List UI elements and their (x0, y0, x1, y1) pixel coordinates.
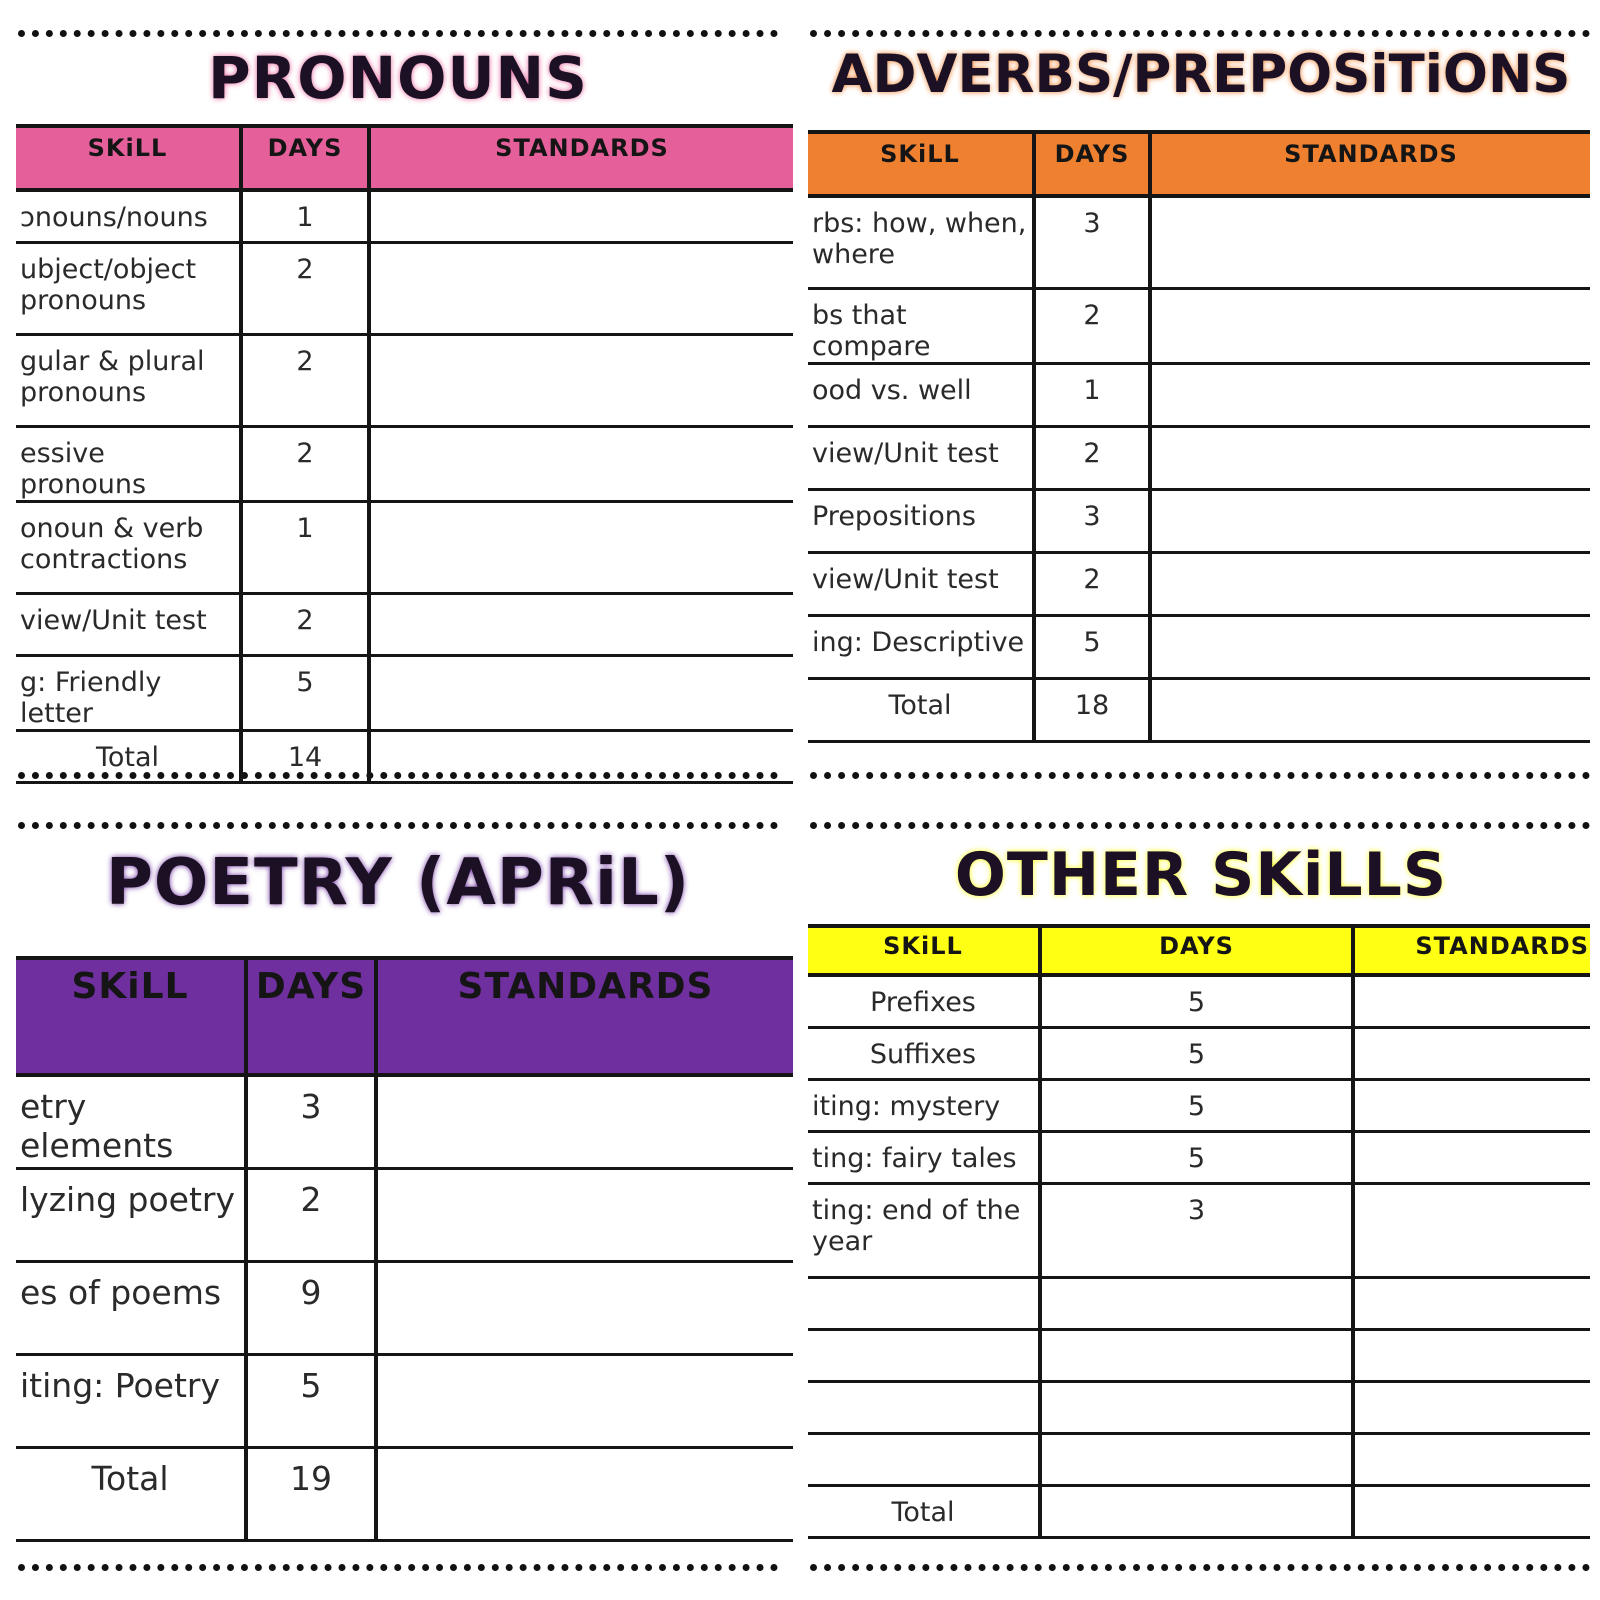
standards-cell[interactable] (1353, 1329, 1590, 1381)
table-row (808, 975, 1590, 1027)
skill-cell: iting: mystery (808, 1079, 1040, 1131)
table-row (808, 1381, 1590, 1433)
standards-cell[interactable] (1353, 1381, 1590, 1433)
skill-cell: gular & plural pronouns (16, 334, 241, 426)
table-row (808, 1027, 1590, 1079)
table-row (16, 1168, 793, 1261)
total-days (1040, 1485, 1353, 1537)
skill-cell: ubject/object pronouns (16, 242, 241, 334)
total-label: Total (808, 1485, 1040, 1537)
skill-cell: etry elements (16, 1075, 246, 1168)
days-cell: 5 (1040, 1131, 1353, 1183)
total-row (16, 730, 793, 782)
days-cell: 2 (1034, 552, 1150, 615)
pronouns-title: PRONOUNS (208, 44, 588, 112)
adverbs-header-row (808, 132, 1590, 196)
header-skill: SKiLL (16, 958, 246, 1075)
table-row (16, 593, 793, 655)
other-skills-table (808, 924, 1590, 1539)
skill-cell: essive pronouns (16, 426, 241, 501)
table-row (808, 363, 1590, 426)
days-cell: 5 (241, 655, 369, 730)
standards-cell[interactable] (1150, 489, 1590, 552)
total-label: Total (16, 730, 241, 782)
header-standards: STANDARDS (369, 126, 793, 190)
days-cell (1040, 1433, 1353, 1485)
table-row (16, 501, 793, 593)
standards-cell[interactable] (369, 242, 793, 334)
days-cell: 3 (1034, 196, 1150, 288)
pronouns-table (16, 124, 793, 784)
table-row (808, 1329, 1590, 1381)
days-cell (1040, 1329, 1353, 1381)
skill-cell: ood vs. well (808, 363, 1034, 426)
skill-cell: view/Unit test (16, 593, 241, 655)
skill-cell: es of poems (16, 1261, 246, 1354)
skill-cell (808, 1381, 1040, 1433)
table-row (16, 655, 793, 730)
standards-cell[interactable] (376, 1075, 793, 1168)
days-cell: 2 (241, 334, 369, 426)
header-standards: STANDARDS (1150, 132, 1590, 196)
total-days: 18 (1034, 678, 1150, 741)
skill-cell: g: Friendly letter (16, 655, 241, 730)
days-cell: 3 (1040, 1183, 1353, 1277)
pronouns-header-row (16, 126, 793, 190)
table-row (16, 1261, 793, 1354)
table-row (16, 1075, 793, 1168)
dotted-divider (810, 30, 1590, 37)
header-standards: STANDARDS (1353, 926, 1590, 975)
standards-cell[interactable] (1353, 1079, 1590, 1131)
skill-cell (808, 1433, 1040, 1485)
table-row (808, 1433, 1590, 1485)
skill-cell: Suffixes (808, 1027, 1040, 1079)
skill-cell: ting: end of the year (808, 1183, 1040, 1277)
poetry-title: POETRY (APRiL) (105, 846, 691, 920)
dotted-divider (18, 1564, 778, 1571)
other-header-row (808, 926, 1590, 975)
total-days: 14 (241, 730, 369, 782)
skill-cell (808, 1277, 1040, 1329)
header-days: DAYS (1034, 132, 1150, 196)
days-cell: 9 (246, 1261, 376, 1354)
table-row (16, 426, 793, 501)
standards-cell[interactable] (1150, 196, 1590, 288)
header-skill: SKiLL (808, 926, 1040, 975)
days-cell: 5 (246, 1354, 376, 1447)
standards-cell[interactable] (369, 730, 793, 782)
standards-cell[interactable] (376, 1168, 793, 1261)
other-skills-title: OTHER SKiLLS (954, 840, 1448, 910)
standards-cell[interactable] (369, 190, 793, 242)
standards-cell[interactable] (1150, 363, 1590, 426)
days-cell (1040, 1277, 1353, 1329)
dotted-divider (18, 30, 778, 37)
days-cell: 2 (241, 242, 369, 334)
skill-cell: view/Unit test (808, 552, 1034, 615)
standards-cell[interactable] (376, 1261, 793, 1354)
header-skill: SKiLL (808, 132, 1034, 196)
days-cell (1040, 1381, 1353, 1433)
days-cell: 2 (246, 1168, 376, 1261)
standards-cell[interactable] (369, 655, 793, 730)
dotted-divider (810, 1564, 1590, 1571)
adverbs-table (808, 130, 1590, 743)
skill-cell: ting: fairy tales (808, 1131, 1040, 1183)
standards-cell[interactable] (1150, 426, 1590, 489)
standards-cell[interactable] (1150, 288, 1590, 363)
total-row (16, 1447, 793, 1540)
header-days: DAYS (1040, 926, 1353, 975)
days-cell: 5 (1040, 975, 1353, 1027)
standards-cell[interactable] (369, 334, 793, 426)
standards-cell[interactable] (1353, 1027, 1590, 1079)
days-cell: 2 (241, 426, 369, 501)
table-row (808, 426, 1590, 489)
standards-cell[interactable] (1353, 1485, 1590, 1537)
standards-cell[interactable] (369, 501, 793, 593)
skill-cell: Prefixes (808, 975, 1040, 1027)
table-row (808, 615, 1590, 678)
days-cell: 1 (1034, 363, 1150, 426)
adverbs-title: ADVERBS/PREPOSiTiONS (831, 44, 1571, 105)
standards-cell[interactable] (1353, 1433, 1590, 1485)
skill-cell (808, 1329, 1040, 1381)
header-days: DAYS (246, 958, 376, 1075)
skill-cell: rbs: how, when, where (808, 196, 1034, 288)
skill-cell: ing: Descriptive (808, 615, 1034, 678)
skill-cell: lyzing poetry (16, 1168, 246, 1261)
standards-cell[interactable] (1150, 552, 1590, 615)
days-cell: 2 (1034, 288, 1150, 363)
standards-cell[interactable] (369, 593, 793, 655)
days-cell: 5 (1040, 1079, 1353, 1131)
days-cell: 1 (241, 190, 369, 242)
table-row (808, 1183, 1590, 1277)
header-skill: SKiLL (16, 126, 241, 190)
table-row (808, 1131, 1590, 1183)
poetry-header-row (16, 958, 793, 1075)
standards-cell[interactable] (1150, 678, 1590, 741)
table-row (808, 288, 1590, 363)
table-row (16, 1354, 793, 1447)
dotted-divider (810, 822, 1590, 829)
standards-cell[interactable] (1150, 615, 1590, 678)
header-standards: STANDARDS (376, 958, 793, 1075)
standards-cell[interactable] (369, 426, 793, 501)
days-cell: 5 (1040, 1027, 1353, 1079)
standards-cell[interactable] (1353, 1183, 1590, 1277)
total-label: Total (808, 678, 1034, 741)
standards-cell[interactable] (1353, 975, 1590, 1027)
skill-cell: iting: Poetry (16, 1354, 246, 1447)
days-cell: 3 (1034, 489, 1150, 552)
skill-cell: onoun & verb contractions (16, 501, 241, 593)
table-row (808, 489, 1590, 552)
skill-cell: ɔnouns/nouns (16, 190, 241, 242)
table-row (808, 196, 1590, 288)
skill-cell: Prepositions (808, 489, 1034, 552)
poetry-table (16, 956, 793, 1542)
header-days: DAYS (241, 126, 369, 190)
table-row (808, 1277, 1590, 1329)
days-cell: 3 (246, 1075, 376, 1168)
table-row (808, 552, 1590, 615)
total-days: 19 (246, 1447, 376, 1540)
standards-cell[interactable] (376, 1447, 793, 1540)
table-row (16, 334, 793, 426)
days-cell: 2 (1034, 426, 1150, 489)
standards-cell[interactable] (376, 1354, 793, 1447)
table-row (16, 242, 793, 334)
standards-cell[interactable] (1353, 1131, 1590, 1183)
total-row (808, 1485, 1590, 1537)
days-cell: 2 (241, 593, 369, 655)
dotted-divider (810, 772, 1590, 779)
skill-cell: view/Unit test (808, 426, 1034, 489)
table-row (16, 190, 793, 242)
standards-cell[interactable] (1353, 1277, 1590, 1329)
skill-cell: bs that compare (808, 288, 1034, 363)
days-cell: 1 (241, 501, 369, 593)
days-cell: 5 (1034, 615, 1150, 678)
dotted-divider (18, 822, 778, 829)
total-row (808, 678, 1590, 741)
total-label: Total (16, 1447, 246, 1540)
table-row (808, 1079, 1590, 1131)
